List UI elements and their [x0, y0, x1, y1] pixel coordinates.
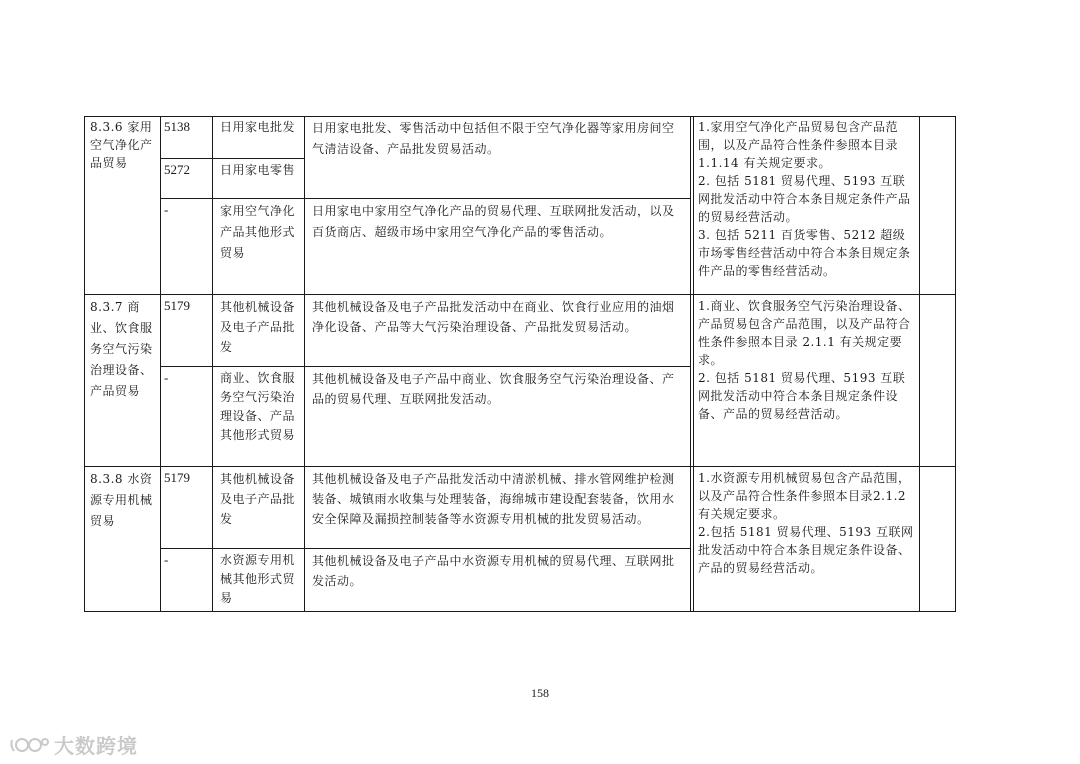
column-divider	[160, 116, 161, 612]
category-cell: 8.3.7 商业、饮食服务空气污染治理设备、产品贸易	[90, 300, 153, 398]
category-cell: 8.3.8 水资源专用机械贸易	[90, 472, 153, 528]
row-divider	[160, 158, 304, 159]
industry-code: -	[164, 552, 169, 567]
description-cell: 其他机械设备及电子产品批发活动中清淤机械、排水管网维护检测装备、城镇雨水收集与处理装备，海绵城市建设配套装备，饮用水安全保障及漏损控制装备等水资源专用机械的批发贸易活动。	[312, 472, 675, 526]
industry-code: -	[164, 202, 169, 217]
column-divider	[690, 116, 691, 612]
column-divider	[304, 116, 305, 612]
table-border-top	[84, 116, 956, 117]
description-cell: 其他机械设备及电子产品批发活动中在商业、饮食行业应用的油烟净化设备、产品等大气污染治理设备、产品批发贸易活动。	[312, 300, 675, 334]
column-divider	[693, 116, 694, 612]
industry-name: 日用家电零售	[220, 163, 296, 177]
catalog-table	[84, 116, 956, 612]
industry-code: 5179	[164, 298, 190, 313]
industry-name: 家用空气净化产品其他形式贸易	[220, 204, 296, 260]
industry-name: 水资源专用机械其他形式贸易	[220, 553, 296, 605]
section-divider	[84, 294, 956, 295]
industry-code: 5138	[164, 119, 190, 134]
industry-code: 5272	[164, 162, 190, 177]
row-divider	[160, 366, 690, 367]
page-number: 158	[531, 686, 549, 700]
industry-code: -	[164, 370, 169, 385]
watermark-logo-icon	[8, 734, 50, 756]
column-divider	[212, 116, 213, 612]
category-cell: 8.3.6 家用空气净化产品贸易	[90, 120, 153, 170]
watermark-text: 大数跨境	[54, 734, 138, 758]
table-border-bottom	[84, 611, 956, 612]
industry-code: 5179	[164, 470, 190, 485]
table-border-left	[84, 116, 85, 612]
watermark	[8, 730, 138, 759]
description-cell: 其他机械设备及电子产品中商业、饮食服务空气污染治理设备、产品的贸易代理、互联网批发活动。	[312, 372, 675, 406]
notes-cell: 1.水资源专用机械贸易包含产品范围，以及产品符合性条件参照本目录2.1.2 有关规定要求。 2.包括 5181 贸易代理、5193 互联网批发活动中符合本条目规定条件设备、产品的贸易经营活动。	[698, 471, 914, 575]
industry-name: 其他机械设备及电子产品批发	[220, 472, 296, 526]
row-divider	[160, 548, 690, 549]
table-border-right	[955, 116, 956, 612]
section-divider	[84, 466, 956, 467]
industry-name: 商业、饮食服务空气污染治理设备、产品其他形式贸易	[220, 371, 296, 442]
description-cell: 其他机械设备及电子产品中水资源专用机械的贸易代理、互联网批发活动。	[312, 554, 675, 588]
column-divider	[919, 116, 920, 612]
industry-name: 其他机械设备及电子产品批发	[220, 300, 296, 354]
description-cell: 日用家电中家用空气净化产品的贸易代理、互联网批发活动，以及百货商店、超级市场中家用空气净化产品的零售活动。	[312, 204, 675, 239]
row-divider	[160, 198, 690, 199]
notes-cell: 1.家用空气净化产品贸易包含产品范围，以及产品符合性条件参照本目录1.1.14 有关规定要求。 2. 包括 5181 贸易代理、5193 互联网批发活动中符合本条目规定条件产品的贸易经营活动。 3. 包括 5211 百货零售、5212 超级市场零售经营活动中符合本条目规定条件产品的零售经营活动。	[698, 120, 911, 278]
description-cell: 日用家电批发、零售活动中包括但不限于空气净化器等家用房间空气清洁设备、产品批发贸易活动。	[312, 121, 675, 156]
notes-cell: 1.商业、饮食服务空气污染治理设备、产品贸易包含产品范围，以及产品符合性条件参照本目录 2.1.1 有关规定要求。 2. 包括 5181 贸易代理、5193 互联网批发活动中符合本条目规定条件设备、产品的贸易经营活动。	[698, 299, 911, 421]
industry-name: 日用家电批发	[220, 120, 296, 134]
